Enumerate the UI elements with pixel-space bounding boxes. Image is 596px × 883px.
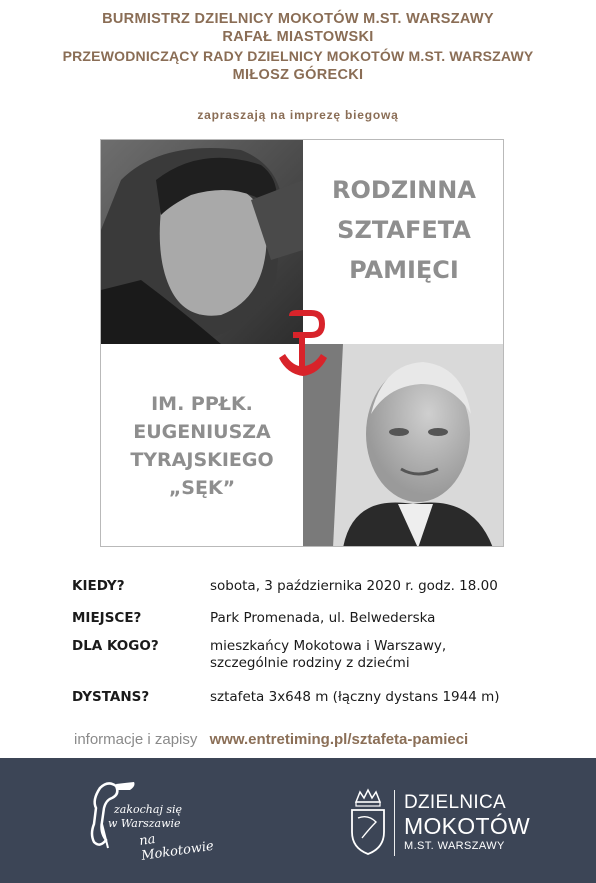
- patron-line-3: TYRAJSKIEGO: [130, 449, 274, 471]
- event-details: [72, 578, 552, 709]
- title-line-3: PAMIĘCI: [349, 256, 459, 284]
- city-name: M.ST. WARSZAWY: [404, 840, 505, 852]
- title-line-2: SZTAFETA: [337, 216, 471, 244]
- when-row: [72, 578, 552, 610]
- invitation-text: zapraszają na imprezę biegową: [197, 108, 399, 122]
- event-poster: [100, 139, 504, 547]
- footer-divider: [394, 790, 395, 856]
- audience-label: DLA KOGO?: [72, 638, 159, 654]
- mayor-name: RAFAŁ MIASTOWSKI: [222, 29, 374, 45]
- where-label: MIEJSCE?: [72, 610, 142, 626]
- audience-value-line-2: szczególnie rodziny z dziećmi: [210, 655, 410, 671]
- where-row: [72, 610, 552, 638]
- patron-name: [101, 390, 303, 502]
- distance-row: [72, 689, 552, 709]
- audience-row: [72, 638, 552, 689]
- event-title: [303, 170, 504, 290]
- patron-line-4: „SĘK”: [168, 477, 236, 499]
- footer-bar: [0, 758, 596, 883]
- patron-line-2: EUGENIUSZA: [133, 421, 271, 443]
- council-chair-title: PRZEWODNICZĄCY RADY DZIELNICY MOKOTÓW M.ST. WARSZAWY: [62, 48, 534, 64]
- registration-info: [74, 731, 468, 748]
- distance-label: DYSTANS?: [72, 689, 150, 705]
- patron-line-1: IM. PPŁK.: [151, 393, 253, 415]
- district-logo-text: [404, 792, 530, 853]
- logo-text-line-3: na Mokotowie: [138, 831, 215, 864]
- zakochaj-sie-logo: [86, 778, 226, 864]
- kotwica-icon: [271, 310, 335, 382]
- when-value: sobota, 3 października 2020 r. godz. 18.00: [210, 578, 498, 594]
- where-value: Park Promenada, ul. Belwederska: [210, 610, 436, 626]
- organizers-header: [0, 10, 596, 84]
- when-label: KIEDY?: [72, 578, 125, 594]
- mayor-title: BURMISTRZ DZIELNICY MOKOTÓW M.ST. WARSZAWY: [102, 11, 494, 27]
- council-chair-name: MIŁOSZ GÓRECKI: [232, 67, 364, 83]
- district-word: DZIELNICA: [404, 792, 506, 813]
- audience-value-line-1: mieszkańcy Mokotowa i Warszawy,: [210, 638, 447, 654]
- district-name: MOKOTÓW: [404, 813, 531, 839]
- registration-label: informacje i zapisy: [74, 731, 198, 748]
- logo-text-line-2: w Warszawie: [108, 817, 181, 830]
- registration-link[interactable]: www.entretiming.pl/sztafeta-pamieci: [209, 731, 469, 748]
- distance-value: sztafeta 3x648 m (łączny dystans 1944 m): [210, 689, 500, 705]
- warsaw-crest-icon: [348, 788, 388, 856]
- title-line-1: RODZINNA: [332, 176, 476, 204]
- logo-text-line-1: zakochaj się: [114, 803, 183, 816]
